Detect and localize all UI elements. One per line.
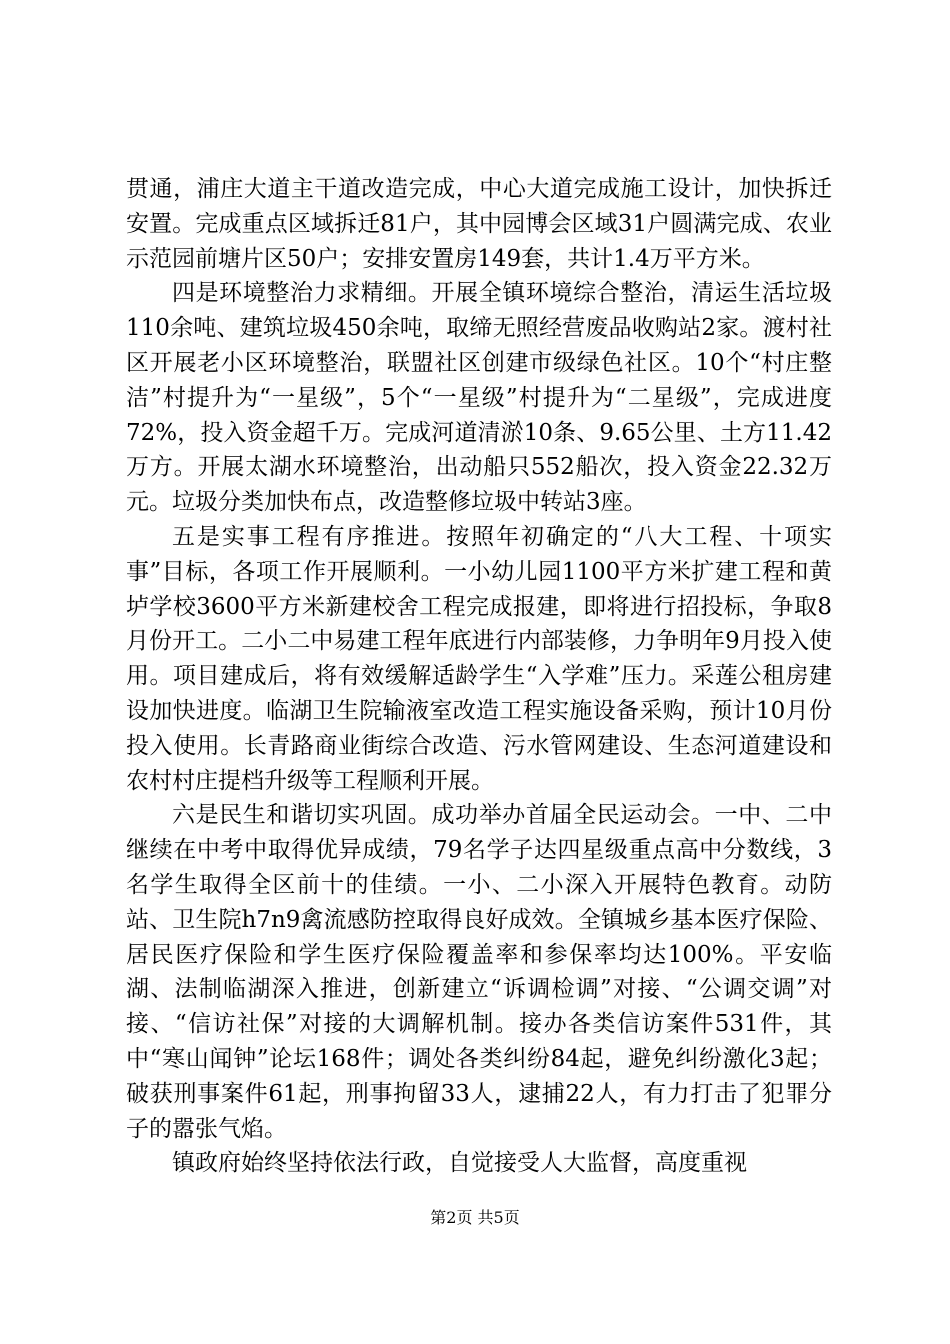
paragraph-government: 镇政府始终坚持依法行政，自觉接受人大监督，高度重视 [172, 1150, 747, 1177]
page-number: 第2页 共5页 [430, 1208, 520, 1227]
paragraph-livelihood: 六是民生和谐切实巩固。成功举办首届全民运动会。一中、二中继续在中考中取得优异成绩，79名学子达四星级重点高中分数线，3名学生取得全区前十的佳绩。一小、二小深入开展特色教育。动防站、卫生院h7n9禽流感防控取得良好成效。全镇城乡基本医疗保险、居民医疗保险和学生医疗保险覆盖率和参保率均达100%。平安临湖、法制临湖深入推进，创新建立“诉调检调”对接、“公调交调”对接、“信访社保”对接的大调解机制。接办各类信访案件531件，其中“寒山闻钟”论坛168件；调处各类纠纷84起，避免纠纷激化3起；破获刑事案件61起，刑事拘留33人，逮捕22人，有力打击了犯罪分子的嚣张气焰。 [126, 802, 832, 1142]
page-footer [0, 1208, 950, 1228]
paragraph-environment: 四是环境整治力求精细。开展全镇环境综合整治，清运生活垃圾110余吨、建筑垃圾450余吨，取缔无照经营废品收购站2家。渡村社区开展老小区环境整治，联盟社区创建市级绿色社区。10个“村庄整洁”村提升为“一星级”，5个“一星级”村提升为“二星级”，完成进度72%，投入资金超千万。完成河道清淤10条、9.65公里、土方11.42万方。开展太湖水环境整治，出动船只552船次，投入资金22.32万元。垃圾分类加快布点，改造整修垃圾中转站3座。 [126, 280, 832, 516]
paragraph-continuation: 贯通，浦庄大道主干道改造完成，中心大道完成施工设计，加快拆迁安置。完成重点区域拆迁81户，其中园博会区域31户圆满完成、农业示范园前塘片区50户；安排安置房149套，共计1.4万平方米。 [126, 176, 832, 272]
document-body [126, 172, 832, 1181]
paragraph-projects: 五是实事工程有序推进。按照年初确定的“八大工程、十项实事”目标，各项工作开展顺利。一小幼儿园1100平方米扩建工程和黄垆学校3600平方米新建校舍工程完成报建，即将进行招投标，争取8月份开工。二小二中易建工程年底进行内部装修，力争明年9月投入使用。项目建成后，将有效缓解适龄学生“入学难”压力。采莲公租房建设加快进度。临湖卫生院输液室改造工程实施设备采购，预计10月份投入使用。长青路商业街综合改造、污水管网建设、生态河道建设和农村村庄提档升级等工程顺利开展。 [126, 523, 832, 794]
